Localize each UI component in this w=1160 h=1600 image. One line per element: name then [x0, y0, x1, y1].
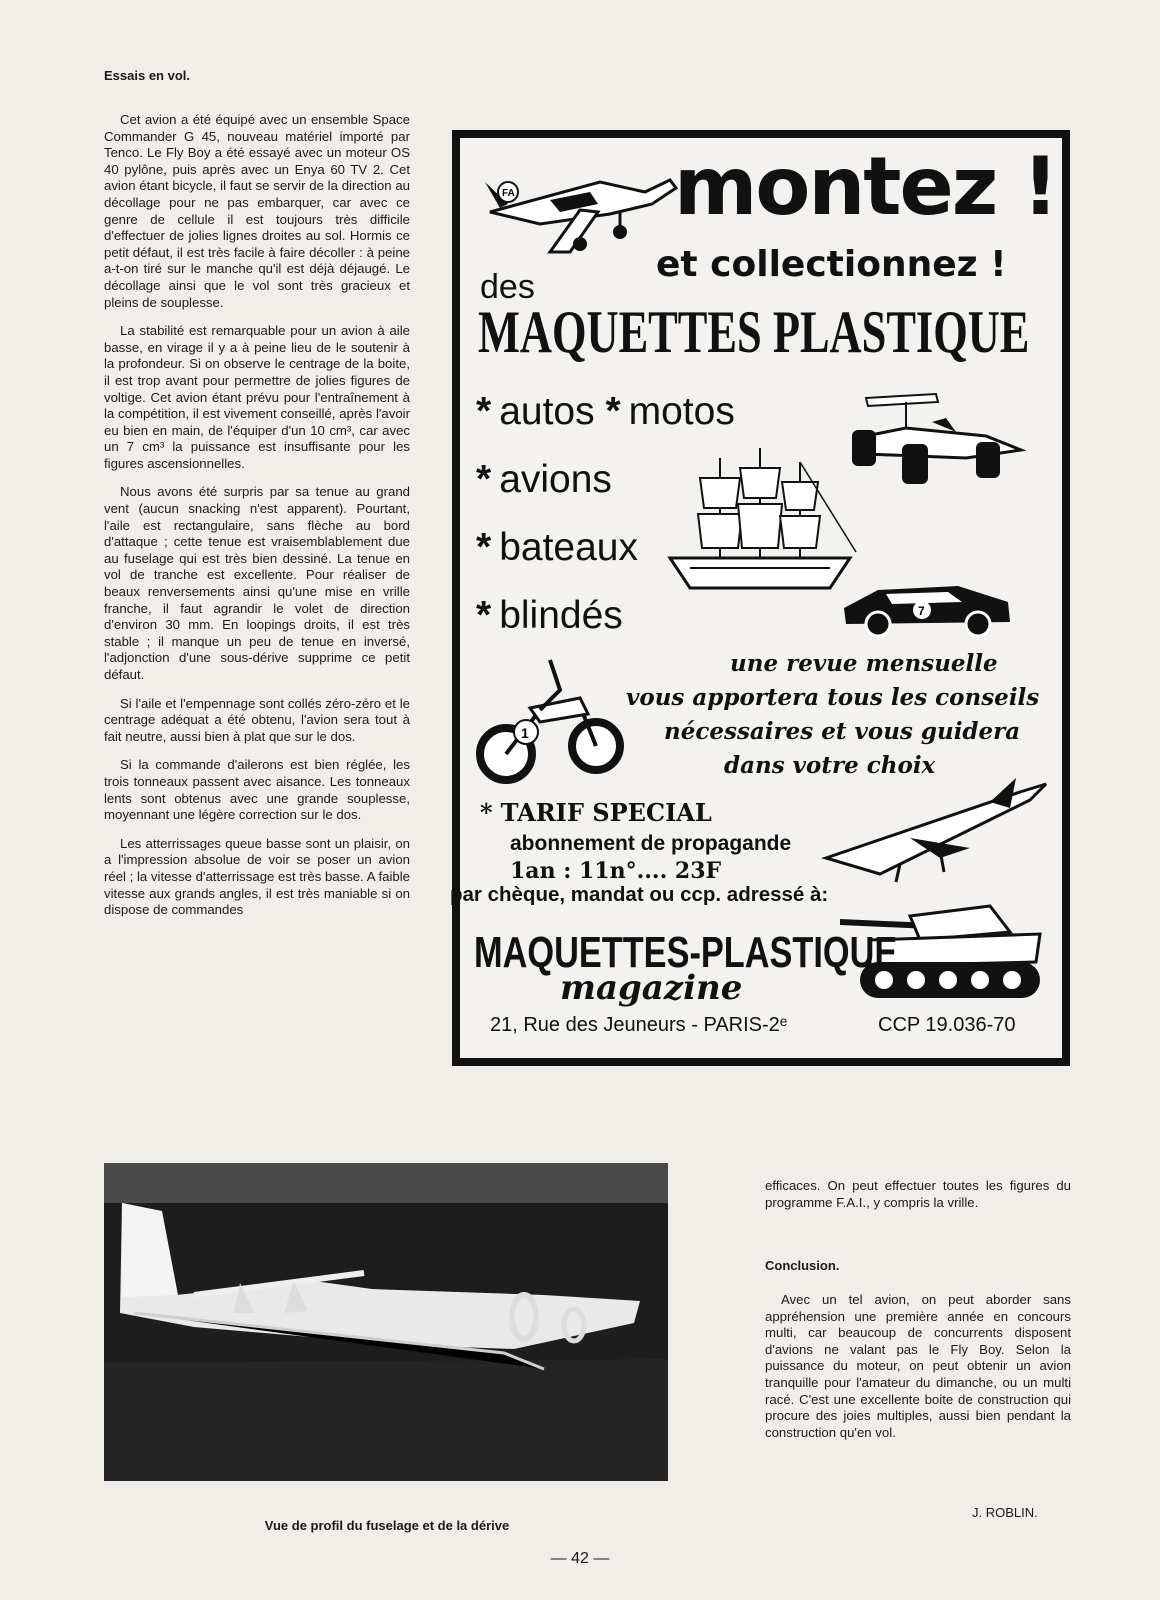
- revue-line: nécessaires et vous guidera: [664, 718, 1021, 745]
- race-car-illustration: [846, 388, 1026, 488]
- ad-title: MAQUETTES PLASTIQUE: [478, 299, 1030, 365]
- fighter-plane-illustration: [480, 152, 680, 262]
- revue-line: vous apportera tous les conseils: [626, 684, 1040, 711]
- ad-des: des: [480, 268, 535, 306]
- magazine-title: MAQUETTES-PLASTIQUE: [474, 928, 898, 977]
- fuselage-photo: [104, 1163, 668, 1481]
- revue-line: une revue mensuelle: [730, 650, 998, 677]
- article-right-continuation: [765, 1178, 1071, 1211]
- tarif-special: * TARIF SPECIAL: [480, 798, 712, 827]
- car-number: 7: [918, 604, 925, 618]
- article-paragraph: Les atterrissages queue basse sont un plaisir, on a l'impression absolue de voir se poser un avion réel ; la vitesse d'atterrissage est très basse. A faible vitesse aux grands angles, il est très maniable si on dispose de commandes: [104, 835, 410, 918]
- category-autos-motos: * autos * motos: [476, 390, 735, 433]
- photo-caption: Vue de profil du fuselage et de la dérive: [264, 1518, 510, 1533]
- sailing-ship-illustration: [660, 448, 860, 598]
- page-number: — 42 —: [550, 1550, 610, 1567]
- article-paragraph: Si l'aile et l'empennage sont collés zéro-zéro et le centrage adéquat a été obtenu, l'avion sera tout à fait neutre, aussi bien à plat que sur le dos.: [104, 695, 410, 744]
- moto-number: 1: [521, 725, 529, 741]
- article-paragraph: Cet avion a été équipé avec un ensemble Space Commander G 45, nouveau matériel importé par Tenco. Le Fly Boy a été essayé avec un moteur OS 40 pylône, puis après avec un Enya 60 TV 2. Cet avion étant bicycle, il faut se servir de la direction au décollage pour ne pas embarquer, car avec ce genre de cellule il est toujours très difficile d'effectuer de jolies lignes droites au sol. Hormis ce petit défaut, il est très facile à faire décoller : à peine a-t-on tiré sur le manche qu'il est déjà déjaugé. Le décollage ainsi que le vol sont très gracieux et pleins de souplesse.: [104, 112, 410, 310]
- category-blindes: * blindés: [476, 594, 623, 637]
- ad-headline: montez !: [674, 140, 1057, 233]
- article-paragraph: La stabilité est remarquable pour un avion à aile basse, en virage il y a à peine lieu de le soutenir à la profondeur. Si on observe le centrage de la boite, il est trop avant pour permettre de jolies figures de voltige. Cet avion étant prévu pour l'entraînement à la compétition, il est vivement conseillé, après l'avoir eu bien en main, de l'équiper d'un 10 cm³, car avec un 7 cm³ la puissance est insuffisante pour les figures ascensionnelles.: [104, 323, 410, 471]
- star-icon: *: [476, 390, 492, 433]
- advertisement-maquettes-plastique: [452, 130, 1070, 1066]
- article-paragraph: Si la commande d'ailerons est bien réglée, les trois tonneaux passent avec aisance. Les tonneaux lents sont obtenus avec une grande souplesse, moyennant une légère correction sur le dos.: [104, 757, 410, 823]
- star-icon: *: [605, 390, 621, 433]
- magazine-subtitle: magazine: [560, 968, 743, 1008]
- article-paragraph: efficaces. On peut effectuer toutes les figures du programme F.A.I., y compris la vrille.: [765, 1178, 1071, 1210]
- subscription-price: 1an : 11n°.... 23F: [510, 858, 722, 884]
- sports-car-illustration: [838, 568, 1018, 638]
- star-icon: *: [480, 798, 493, 827]
- abonnement-text: abonnement de propagande: [510, 832, 792, 855]
- author-signature: J. ROBLIN.: [972, 1505, 1038, 1520]
- payment-text: par chèque, mandat ou ccp. adressé à:: [450, 883, 829, 906]
- section-title: Essais en vol.: [104, 68, 190, 83]
- category-bateaux: * bateaux: [476, 526, 638, 569]
- jet-illustration: [820, 778, 1050, 888]
- article-left-column: [104, 112, 410, 931]
- motorcycle-illustration: [470, 650, 630, 790]
- magazine-ccp: CCP 19.036-70: [878, 1014, 1016, 1036]
- conclusion-title: Conclusion.: [765, 1258, 840, 1273]
- article-conclusion: [765, 1292, 1071, 1453]
- star-icon: *: [476, 594, 492, 637]
- ad-subhead: et collectionnez !: [656, 244, 1007, 285]
- magazine-address: 21, Rue des Jeuneurs - PARIS-2ᵉ: [490, 1014, 788, 1036]
- fuselage-profile-image: [104, 1163, 668, 1481]
- conclusion-paragraph: Avec un tel avion, on peut aborder sans appréhension une première année en concours multi, car beaucoup de concurrents disposent d'avions ne valant pas le Fly Boy. Selon la puissance du moteur, on peut obtenir un avion tranquille pour l'amateur du dimanche, ou un multi racé. C'est une excellente boite de construction qui procure des joies multiples, aussi bien pendant la construction qu'en vol.: [765, 1292, 1071, 1440]
- star-icon: *: [476, 526, 492, 569]
- revue-line: dans votre choix: [724, 752, 936, 779]
- category-avions: * avions: [476, 458, 612, 501]
- article-paragraph: Nous avons été surpris par sa tenue au grand vent (aucun snacking n'est apparent). Pourtant, l'aile est rectangulaire, sans flèche au bord d'attaque ; cette tenue est vraisemblablement due au fuselage qui est très bien dessiné. La tenue en vol de tranche est excellente. Pour réaliser de beaux renversements ainsi qu'une mise en vrille franche, il faut agrandir le volet de direction d'environ 30 mm. En loopings droits, il est très stable ; il manque un peu de tenue en inversé, l'adjonction d'une sous-dérive supprime ce petit défaut.: [104, 484, 410, 682]
- plane-marking: FA: [502, 188, 515, 199]
- star-icon: *: [476, 458, 492, 501]
